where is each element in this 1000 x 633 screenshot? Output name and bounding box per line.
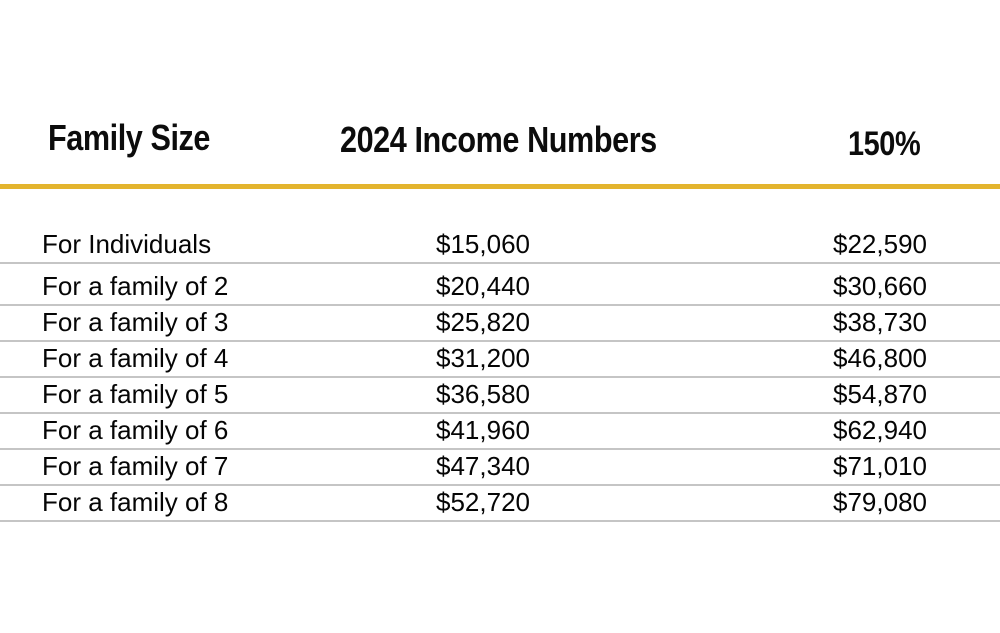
row-income-2024-value: $31,200 — [436, 343, 530, 373]
row-150-percent-value: $30,660 — [833, 271, 927, 301]
row-150-percent-value: $22,590 — [833, 229, 927, 259]
row-150-percent-value: $38,730 — [833, 307, 927, 337]
table-row — [0, 190, 1000, 264]
table-row — [0, 342, 1000, 378]
column-header-2024-income-numbers: 2024 Income Numbers — [340, 119, 657, 160]
row-family-size-label: For Individuals — [42, 229, 212, 259]
column-header-family-size: Family Size — [48, 117, 211, 158]
row-family-size-label: For a family of 5 — [42, 379, 229, 409]
row-150-percent-value: $46,800 — [833, 343, 927, 373]
table-row — [0, 264, 1000, 306]
row-150-percent-value: $71,010 — [833, 451, 927, 481]
table-row — [0, 378, 1000, 414]
row-family-size-label: For a family of 7 — [42, 451, 229, 481]
table-row — [0, 450, 1000, 486]
table-row — [0, 486, 1000, 522]
row-family-size-label: For a family of 8 — [42, 487, 229, 517]
row-family-size-label: For a family of 6 — [42, 415, 229, 445]
row-income-2024-value: $41,960 — [436, 415, 530, 445]
gold-header-rule — [0, 184, 1000, 189]
row-income-2024-value: $20,440 — [436, 271, 530, 301]
row-150-percent-value: $62,940 — [833, 415, 927, 445]
row-family-size-label: For a family of 3 — [42, 307, 229, 337]
row-income-2024-value: $36,580 — [436, 379, 530, 409]
table-row — [0, 306, 1000, 342]
row-family-size-label: For a family of 2 — [42, 271, 229, 301]
row-150-percent-value: $54,870 — [833, 379, 927, 409]
income-table — [0, 190, 1000, 522]
column-header-150-percent: 150% — [848, 125, 921, 163]
row-income-2024-value: $15,060 — [436, 229, 530, 259]
table-row — [0, 414, 1000, 450]
row-income-2024-value: $47,340 — [436, 451, 530, 481]
row-150-percent-value: $79,080 — [833, 487, 927, 517]
row-income-2024-value: $52,720 — [436, 487, 530, 517]
row-family-size-label: For a family of 4 — [42, 343, 229, 373]
row-income-2024-value: $25,820 — [436, 307, 530, 337]
